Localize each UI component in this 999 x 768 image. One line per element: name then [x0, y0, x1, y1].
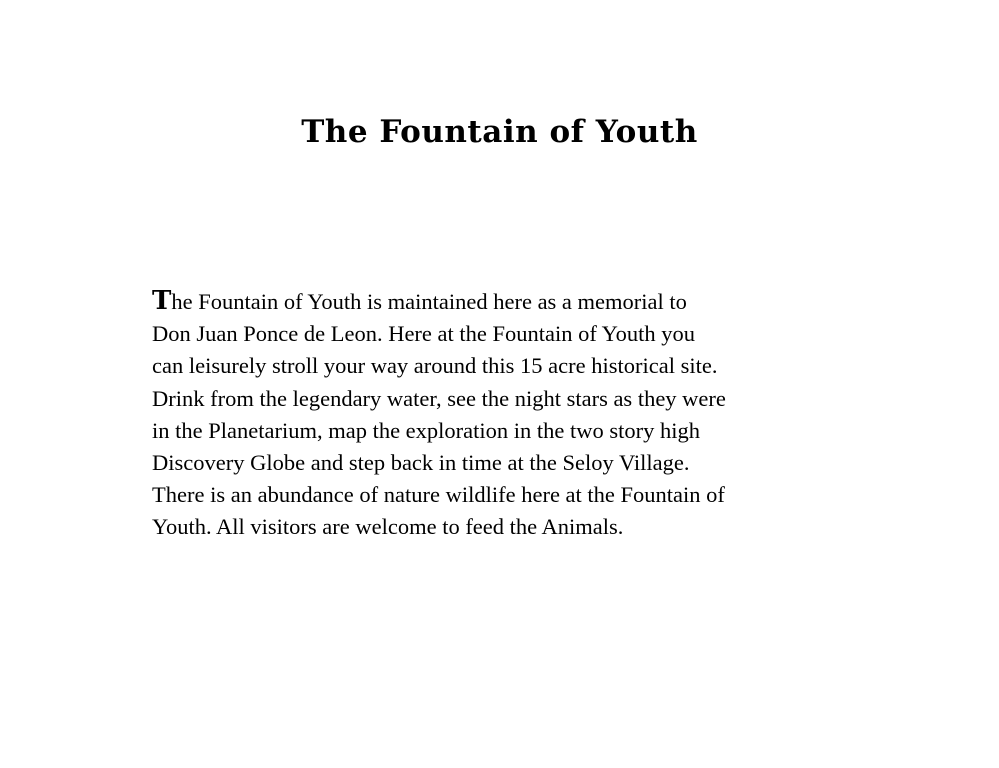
paragraph-line-5: in the Planetarium, map the exploration in the two story high: [152, 417, 701, 443]
paragraph-line-8: Youth. All visitors are welcome to feed the Animals.: [152, 514, 624, 540]
drop-cap: T: [152, 286, 172, 316]
document-title: The Fountain of Youth: [301, 114, 698, 150]
paragraph-line-3: can leisurely stroll your way around this 15 acre historical site.: [152, 353, 718, 379]
paragraph-line-2: Don Juan Ponce de Leon. Here at the Fountain of Youth you: [152, 321, 696, 347]
paragraph-line-1: [152, 285, 852, 318]
body-paragraph: [152, 285, 852, 544]
paragraph-line-1-text: he Fountain of Youth is maintained here as a memorial to: [171, 289, 687, 314]
paragraph-line-6: Discovery Globe and step back in time at the Seloy Village.: [152, 450, 690, 476]
paragraph-line-7: There is an abundance of nature wildlife here at the Fountain of: [152, 482, 725, 508]
paragraph-line-4: Drink from the legendary water, see the night stars as they were: [152, 385, 726, 411]
